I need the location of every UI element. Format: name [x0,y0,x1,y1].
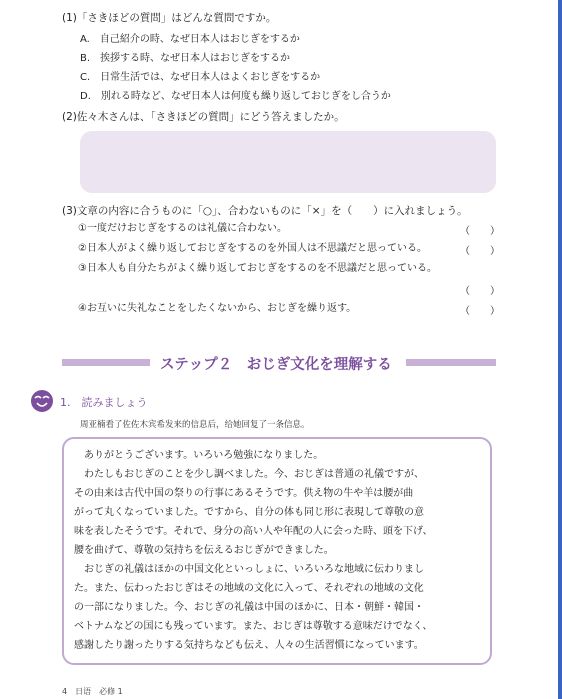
reading-face-icon [30,389,54,413]
option-c: C. 日常生活では、なぜ日本人はよくおじぎをするか [80,72,321,83]
option-a: A. 自己紹介の時、なぜ日本人はおじぎをするか [80,34,300,45]
section-title: 1. 読みましょう [60,396,148,409]
answer-paren-4[interactable]: （ ） [460,306,500,317]
question-3: (3)文章の内容に合うものに「○」、合わないものに「×」を（ ）に入れましょう。 [62,205,468,217]
statement-4: ④お互いに失礼なことをしたくないから、おじぎを繰り返す。 [78,303,357,314]
reading-line: わたしもおじぎのことを少し調べました。今、おじぎは普通の礼儀ですが、 [74,469,424,480]
reading-line: 腰を曲げて、尊敬の気持ちを伝えるおじぎができました。 [74,545,334,556]
step-bar-left [62,359,150,366]
page-edge [558,0,562,699]
reading-line: がって丸くなっていました。ですから、自分の体も同じ形に表現して尊敬の意 [74,507,424,518]
option-d: D. 別れる時など、なぜ日本人は何度も繰り返しておじぎをし合うか [80,91,391,102]
answer-paren-1[interactable]: （ ） [460,226,500,237]
statement-3: ③日本人も自分たちがよく繰り返しておじぎをするのを不思議だと思っている。 [78,263,437,274]
reading-line: ベトナムなどの国にも残っています。また、おじぎは尊敬する意味だけでなく、 [74,621,433,632]
reading-line: た。また、伝わったおじぎはその地域の文化に入って、それぞれの地域の文化 [74,583,424,594]
reading-line: おじぎの礼儀はほかの中国文化といっしょに、いろいろな地域に伝わりまし [74,564,424,575]
question-1: (1)「さきほどの質問」はどんな質問ですか。 [62,12,277,24]
statement-2: ②日本人がよく繰り返しておじぎをするのを外国人は不思議だと思っている。 [78,243,427,254]
answer-paren-2[interactable]: （ ） [460,246,500,257]
answer-box[interactable] [80,131,496,193]
reading-line: その由来は古代中国の祭りの行事にあるそうです。供え物の牛や羊は腰が曲 [74,488,414,499]
answer-paren-3[interactable]: （ ） [460,286,500,297]
reading-line: の一部になりました。今、おじぎの礼儀は中国のほかに、日本・朝鮮・韓国・ [74,602,424,613]
question-2: (2)佐々木さんは、「さきほどの質問」にどう答えましたか。 [62,111,345,123]
step-title: ステップ２ おじぎ文化を理解する [160,356,392,373]
section-note: 周亚楠看了佐佐木宾希发来的信息后，给她回复了一条信息。 [80,420,310,430]
statement-1: ①一度だけおじぎをするのは礼儀に合わない。 [78,223,287,234]
reading-line: 味を表したそうです。それで、身分の高い人や年配の人に会った時、頭を下げ、 [74,526,433,537]
reading-line: 感謝したり謝ったりする気持ちなども伝え、人々の生活習慣になっています。 [74,640,424,651]
option-b: B. 挨拶する時、なぜ日本人はおじぎをするか [80,53,291,64]
reading-line: ありがとうございます。いろいろ勉強になりました。 [74,450,324,461]
page-footer: 4 日语 必修 1 [62,687,123,696]
step-bar-right [406,359,496,366]
